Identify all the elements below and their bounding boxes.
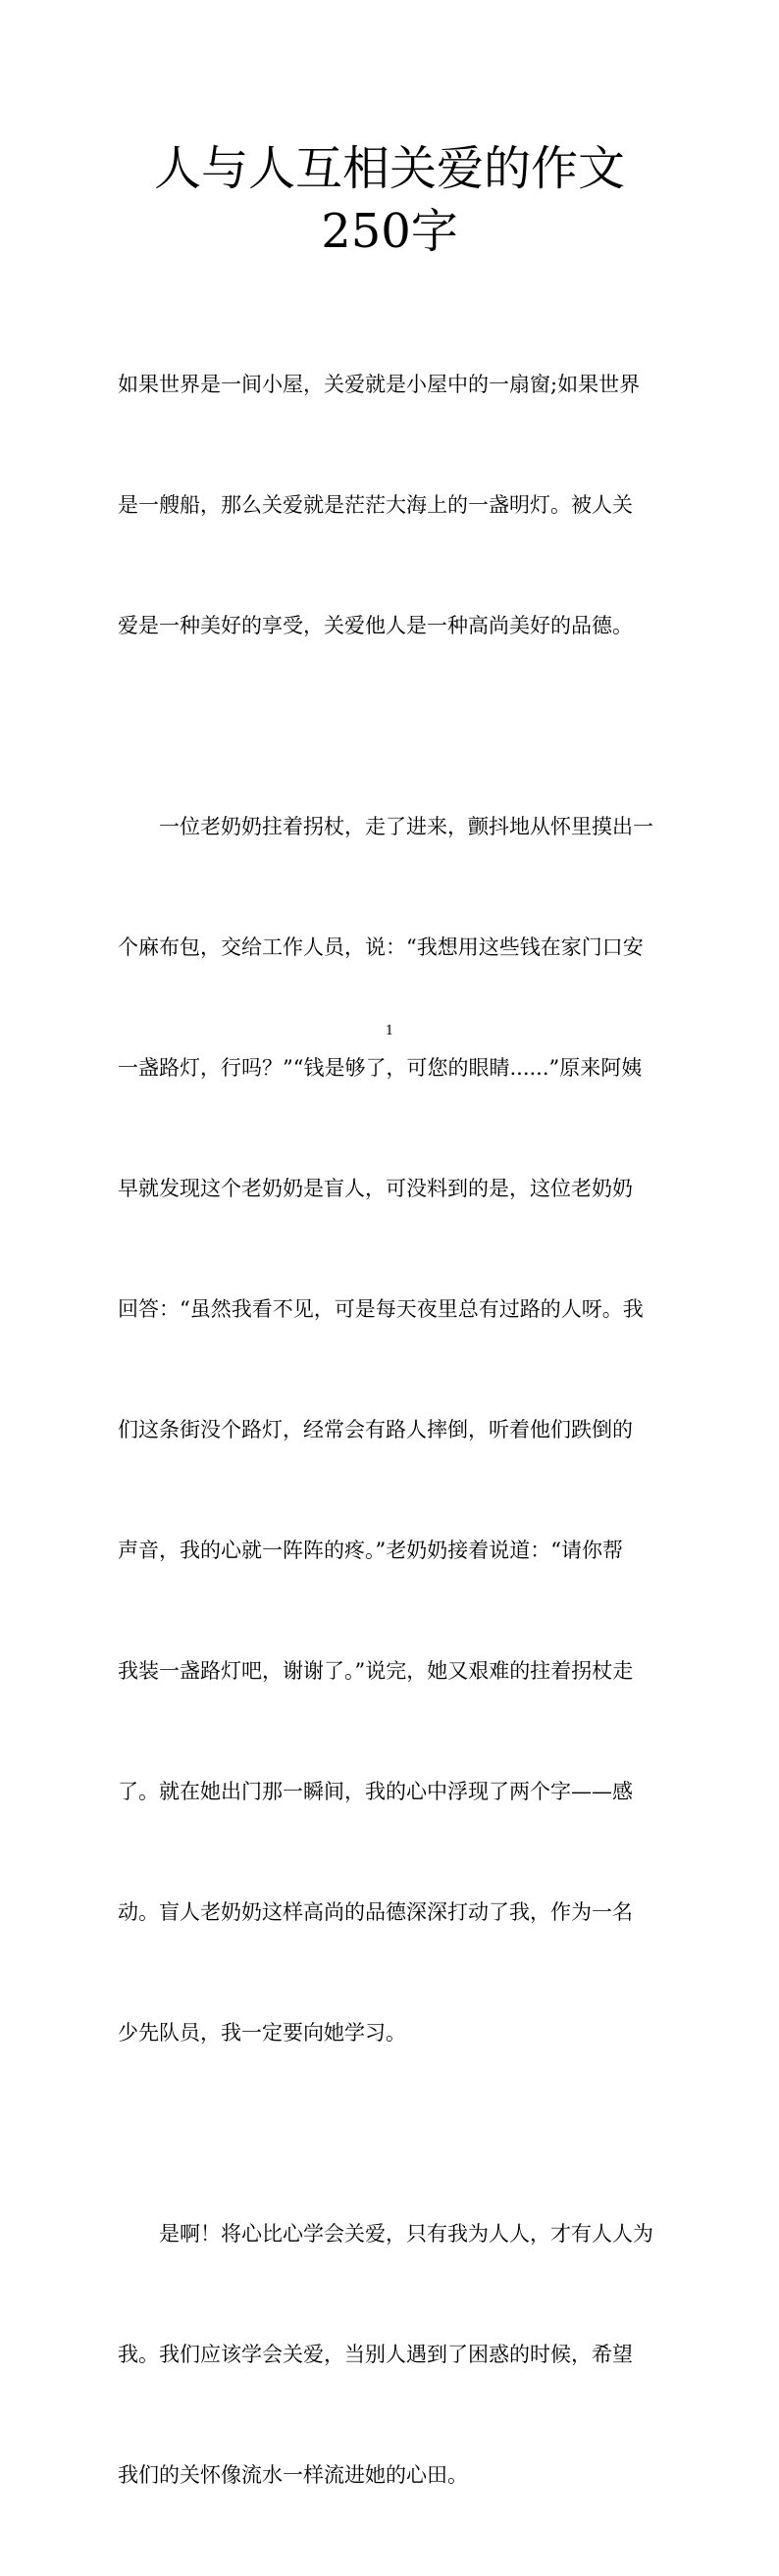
text-line: 个麻布包，交给工作人员，说：“我想用这些钱在家门口安 <box>118 935 644 959</box>
text-line: 是啊！将心比心学会关爱，只有我为人人，才有人人为 <box>118 2222 653 2246</box>
document-body <box>118 284 667 2576</box>
text-line: 回答：“虽然我看不见，可是每天夜里总有过路的人呀。我 <box>118 1297 644 1321</box>
title-line-1: 人与人互相关爱的作文 <box>153 141 625 196</box>
text-line: 我们的关怀像流水一样流进她的心田。 <box>118 2463 468 2487</box>
text-line: 声音，我的心就一阵阵的疼。”老奶奶接着说道：“请你帮 <box>118 1539 623 1562</box>
text-line: 我装一盏路灯吧，谢谢了。”说完，她又艰难的拄着拐杖走 <box>118 1659 634 1683</box>
text-line: 了。就在她出门那一瞬间，我的心中浮现了两个字——感 <box>118 1780 633 1803</box>
text-line: 早就发现这个老奶奶是盲人，可没料到的是，这位老奶奶 <box>118 1177 633 1200</box>
paragraph-2 <box>118 727 667 2134</box>
text-line: 是一艘船，那么关爱就是茫茫大海上的一盏明灯。被人关 <box>118 493 633 517</box>
text-line: 们这条街没个路灯，经常会有路人摔倒，听着他们跌倒的 <box>118 1418 633 1441</box>
text-line: 爱是一种美好的享受，关爱他人是一种高尚美好的品德。 <box>118 614 633 637</box>
text-line: 少先队员，我一定要向她学习。 <box>118 2021 406 2045</box>
document-title <box>59 137 720 263</box>
paragraph-3 <box>118 2134 667 2576</box>
text-line: 我。我们应该学会关爱，当别人遇到了困惑的时候，希望 <box>118 2343 633 2366</box>
text-line: 一位老奶奶拄着拐杖，走了进来，颤抖地从怀里摸出一 <box>118 815 653 838</box>
text-line: 如果世界是一间小屋，关爱就是小屋中的一扇窗;如果世界 <box>118 373 641 396</box>
page-number: 1 <box>385 1024 394 1038</box>
text-line: 动。盲人老奶奶这样高尚的品德深深打动了我，作为一名 <box>118 1900 633 1924</box>
title-line-2: 250字 <box>321 204 458 259</box>
text-line: 一盏路灯，行吗？”“钱是够了，可您的眼睛......”原来阿姨 <box>118 1056 643 1080</box>
paragraph-1 <box>118 284 667 727</box>
